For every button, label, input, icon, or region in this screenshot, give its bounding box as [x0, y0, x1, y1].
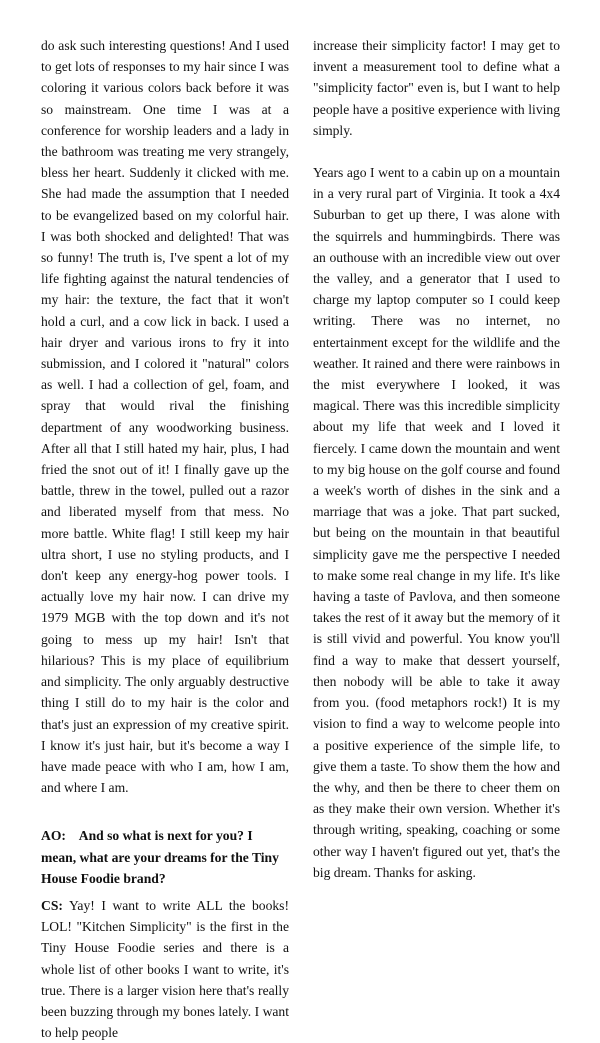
- answer-text: Yay! I want to write ALL the books! LOL! "Kitchen Simplicity" is the first in the Tiny House Foodie series and there is a whole list of other books I want to write, it's true. There is a larger vision here that's really been buzzing through my bones lately. I want to help people: [41, 897, 289, 1041]
- left-column: [41, 35, 289, 1043]
- hair-story-paragraph: do ask such interesting questions! And I used to get lots of responses to my hair since I was coloring it various colors back before it was so mainstream. One time I was at a conference for worship leaders and a lady in the bathroom was treating me very strangely, bless her heart. Suddenly it clicked with me. She had made the assumption that I needed to be evangelized based on my colorful hair. I was both shocked and delighted! That was so funny! The truth is, I've spent a lot of my life fighting against the natural tendencies of my hair: the texture, the fact that it won't hold a curl, and a cow lick in back. I used a hair dryer and various irons to fry it into submission, and I colored it "natural" colors as well. I had a collection of gel, foam, and spray that would rival the finishing department of any woodworking business. After all that I still hated my hair, plus, I had fried the snot out of it! I finally gave up the battle, threw in the towel, pulled out a razor and liberated myself from that mess. No more battle. White flag! I still keep my hair ultra short, I use no styling products, and I don't keep any energy-hog power tools. I actually love my hair now. I can drive my 1979 MGB with the top down and it's not going to mess up my hair! Isn't that hilarious? This is my place of equilibrium and simplicity. The only arguably destructive thing I still do to my hair is the color and that's just an expression of my creative spirit. I know it's just hair, but it's become a way I have made peace with who I am, how I am, and where I am.: [41, 38, 289, 796]
- interview-question: AO: And so what is next for you? I mean, what are your dreams for the Tiny House Foodie brand?: [41, 828, 283, 886]
- right-column: [313, 35, 560, 883]
- interview-answer: [41, 895, 289, 1043]
- answer-speaker-label: CS:: [41, 897, 63, 913]
- simplicity-paragraph: increase their simplicity factor! I may get to invent a measurement tool to define what a "simplicity factor" even is, but I want to help people have a positive experience with living simply.: [313, 38, 560, 138]
- cabin-story-paragraph: Years ago I went to a cabin up on a mountain in a very rural part of Virginia. It took a 4x4 Suburban to get up there, I was alone with the squirrels and hummingbirds. There was an outhouse with an incredible view out over the valley, and a generator that I used to charge my laptop computer so I could keep writing. There was no internet, no entertainment except for the wildlife and the weather. It rained and there were rainbows in the mist everywhere I looked, it was magical. There was this incredible simplicity about my life that week and I loved it fiercely. I came down the mountain and went to my big house on the golf course and found a week's worth of dishes in the sink and a marriage that was a joke. That part sucked, but being on the mountain in that beautiful simplicity gave me the perspective I needed to make some real change in my life. It's like having a taste of Pavlova, and then someone takes the rest of it away but the memory of it is still vivid and powerful. You know you'll find a way to make that dessert yourself, then nobody will be able to take it away from you. (food metaphors rock!) It is my vision to find a way to welcome people into a positive experience of the simple life, to give them a taste. To show them the how and the why, and then be there to cheer them on as they make their own version. Whether it's through writing, speaking, coaching or some other way I haven't figured out yet, that's the big dream. Thanks for asking.: [313, 165, 560, 880]
